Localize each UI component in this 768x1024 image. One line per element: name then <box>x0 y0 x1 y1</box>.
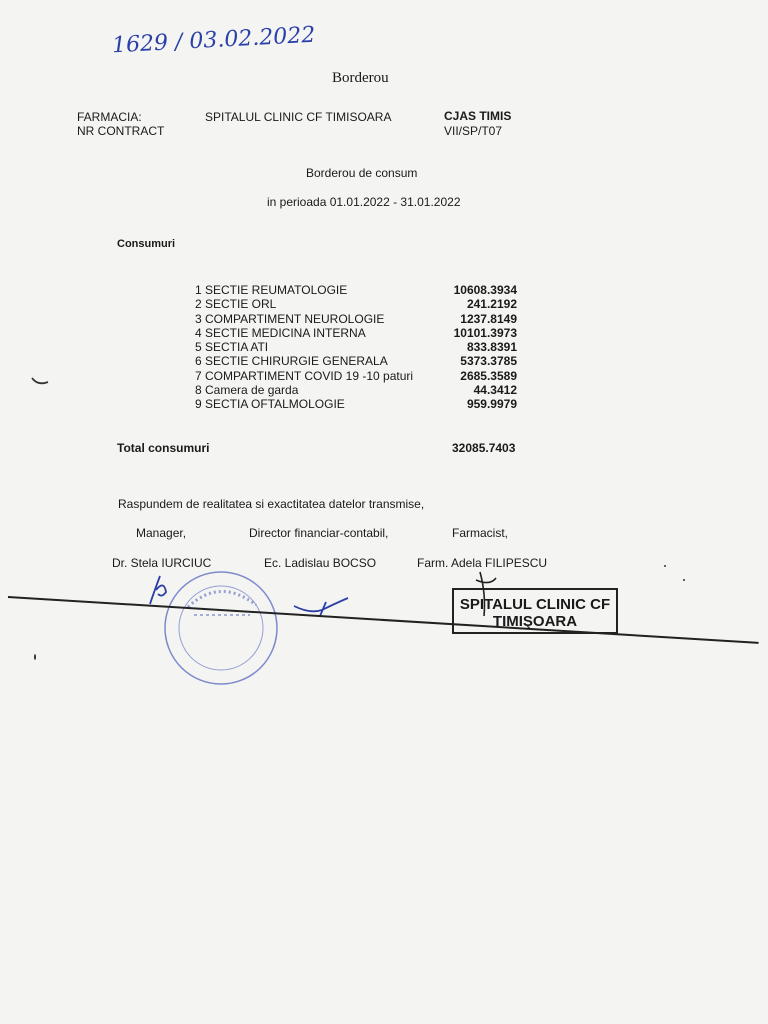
list-item <box>195 312 517 326</box>
item-value: 2685.3589 <box>460 368 517 383</box>
list-item <box>195 326 517 340</box>
director-name: Ec. Ladislau BOCSO <box>264 556 377 570</box>
total-label: Total consumuri <box>117 441 210 455</box>
list-item <box>195 383 517 397</box>
cjas-label: CJAS TIMIS <box>444 109 512 123</box>
stamp-line-2: TIMIŞOARA <box>492 613 578 630</box>
item-value: 241.2192 <box>466 297 517 312</box>
item-label: 5 SECTIA ATI <box>195 340 269 355</box>
manager-role: Manager, <box>136 526 187 540</box>
margin-speck <box>664 565 666 567</box>
contract-value: VII/SP/T07 <box>444 124 503 138</box>
margin-speck <box>34 654 36 660</box>
margin-mark-icon <box>30 376 50 388</box>
item-label: 6 SECTIE CHIRURGIE GENERALA <box>195 354 388 369</box>
list-item <box>195 283 517 297</box>
manager-name: Dr. Stela IURCIUC <box>112 556 212 570</box>
farmacia-label: FARMACIA: <box>77 110 142 124</box>
item-value: 5373.3785 <box>460 354 517 369</box>
stamp-line-1: SPITALUL CLINIC CF <box>459 596 611 613</box>
item-value: 10101.3973 <box>453 325 517 340</box>
margin-speck <box>683 579 685 581</box>
list-item <box>195 369 517 383</box>
farmacia-value: SPITALUL CLINIC CF TIMISOARA <box>205 110 392 124</box>
consumption-list <box>195 283 517 412</box>
item-value: 10608.3934 <box>453 283 517 297</box>
item-label: 4 SECTIE MEDICINA INTERNA <box>195 325 366 340</box>
hospital-stamp <box>452 588 618 634</box>
document-title: Borderou <box>332 70 389 86</box>
ruled-line <box>8 596 759 643</box>
item-label: 3 COMPARTIMENT NEUROLOGIE <box>195 311 385 326</box>
subtitle: Borderou de consum <box>306 166 418 180</box>
list-item <box>195 397 517 411</box>
list-item <box>195 340 517 354</box>
item-label: 7 COMPARTIMENT COVID 19 -10 paturi <box>195 368 414 383</box>
item-label: 9 SECTIA OFTALMOLOGIE <box>195 397 345 412</box>
handwritten-registration-number: 1629 / 03.02.2022 <box>111 22 316 59</box>
pharmacist-name: Farm. Adela FILIPESCU <box>417 556 548 570</box>
item-value: 833.8391 <box>466 340 517 355</box>
item-label: 2 SECTIE ORL <box>195 297 277 312</box>
period: in perioada 01.01.2022 - 31.01.2022 <box>267 195 461 209</box>
director-role: Director financiar-contabil, <box>249 526 389 540</box>
statement-text: Raspundem de realitatea si exactitatea datelor transmise, <box>118 497 425 511</box>
list-item <box>195 297 517 311</box>
item-label: 8 Camera de garda <box>195 383 299 398</box>
item-value: 959.9979 <box>466 397 517 412</box>
total-value: 32085.7403 <box>452 441 516 455</box>
item-value: 1237.8149 <box>460 311 517 326</box>
contract-label: NR CONTRACT <box>77 124 165 138</box>
item-label: 1 SECTIE REUMATOLOGIE <box>195 283 348 297</box>
item-value: 44.3412 <box>473 383 517 398</box>
consumuri-heading: Consumuri <box>117 238 176 250</box>
list-item <box>195 354 517 368</box>
pharmacist-role: Farmacist, <box>452 526 509 540</box>
